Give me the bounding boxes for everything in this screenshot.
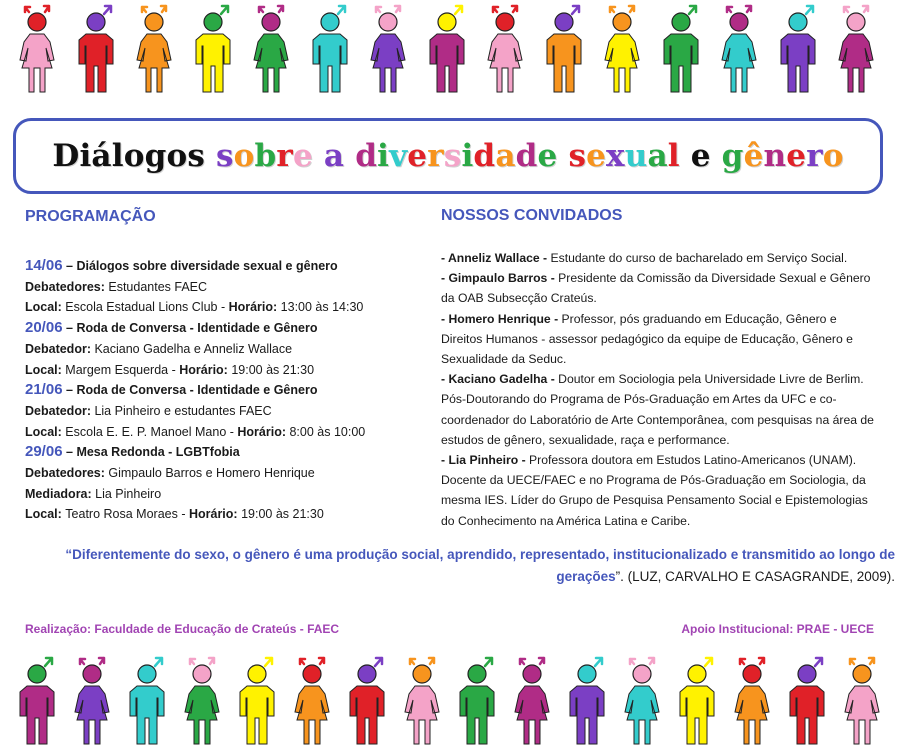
guest-description: Doutor em Sociologia pela Universidade Livre de Berlim. Pós-Doutorando do Programa de Pós-Graduação em Artes da UFC e co-coordenador do Laboratório de Arte Contemporânea, com pesquisas na área de estudos de gênero, sexualidade, raça e performance. <box>441 372 874 447</box>
title-segment: v <box>389 138 408 174</box>
program-line <box>25 442 420 463</box>
title-segment <box>344 138 355 174</box>
bottom-figures-border <box>0 652 902 752</box>
title-segment: e <box>679 138 722 174</box>
guest-name: - Lia Pinheiro - <box>441 453 526 468</box>
title-segment: e <box>292 138 313 174</box>
program-text: Horário: <box>188 507 242 522</box>
title-segment <box>313 138 324 174</box>
program-line <box>25 463 420 484</box>
program-line <box>25 256 420 277</box>
title-segment: n <box>763 138 787 174</box>
person-figure-icon <box>122 654 172 749</box>
program-text: Mediadora: <box>25 486 96 501</box>
person-figure-icon <box>305 2 355 97</box>
person-figure-icon <box>727 654 777 749</box>
title-segment: s <box>215 138 234 174</box>
title-banner <box>13 118 883 194</box>
guest-description: Professora doutora em Estudos Latino-Americanos (UNAM). Docente da UECE/FAEC e no Programa de Pós-Graduação em Sociologia, da mesma IES. Líder do Grupo de Pesquisa Pensamento Social e Epistemologias do Conhecimento na América Latina e Caribe. <box>441 453 868 528</box>
program-text: Estudantes FAEC <box>108 279 208 294</box>
quote-citation: ”. (LUZ, CARVALHO E CASAGRANDE, 2009). <box>615 569 895 584</box>
guest-description: Presidente da Comissão da Diversidade Sexual e Gênero da OAB Subsecção Crateús. <box>441 271 871 306</box>
person-figure-icon <box>782 654 832 749</box>
title-segment: r <box>276 138 293 174</box>
person-figure-icon <box>12 2 62 97</box>
program-line <box>25 318 420 339</box>
program-text: – Mesa Redonda - LGBTfobia <box>62 445 240 460</box>
person-figure-icon <box>422 2 472 97</box>
person-figure-icon <box>342 654 392 749</box>
title-segment: d <box>355 138 378 174</box>
program-line <box>25 504 420 525</box>
program-line <box>25 297 420 318</box>
program-text: – Roda de Conversa - Identidade e Gênero <box>62 383 318 398</box>
guest-entry <box>441 248 881 268</box>
title-segment: a <box>495 138 516 174</box>
person-figure-icon <box>452 654 502 749</box>
program-line <box>25 339 420 360</box>
program-text: Gimpaulo Barros e Homero Henrique <box>108 466 315 481</box>
program-text: – Roda de Conversa - Identidade e Gênero <box>62 321 318 336</box>
title-segment: r <box>427 138 444 174</box>
title-segment: x <box>606 138 625 174</box>
person-figure-icon <box>617 654 667 749</box>
quote-text: “Diferentemente do sexo, o gênero é uma produção social, aprendido, representado, institucionalizado e transmitido ao longo de gerações <box>65 547 895 584</box>
program-text: Local: <box>25 507 66 522</box>
program-text: Debatedores: <box>25 466 109 481</box>
person-figure-icon <box>71 2 121 97</box>
title-segment <box>557 138 568 174</box>
guest-name: - Homero Henrique - <box>441 311 559 326</box>
program-text: Escola E. E. P. Manoel Mano - <box>65 424 238 439</box>
person-figure-icon <box>67 654 117 749</box>
person-figure-icon <box>831 2 881 97</box>
program-text: 19:00 às 21:30 <box>231 362 315 377</box>
program-date: 20/06 <box>25 319 63 337</box>
guest-name: - Kaciano Gadelha - <box>441 372 555 387</box>
program-line <box>25 401 420 422</box>
program-text: 19:00 às 21:30 <box>241 507 324 522</box>
title-segment: d <box>515 138 538 174</box>
guest-entry <box>441 369 881 450</box>
title-segment: i <box>461 138 474 174</box>
program-text: Debatedores: <box>25 279 109 294</box>
guest-description: Estudante do curso de bacharelado em Serviço Social. <box>547 251 848 265</box>
title-segment: Diálogos <box>52 138 216 174</box>
title-segment: d <box>473 138 496 174</box>
page-title <box>52 138 843 174</box>
program-text: Local: <box>25 424 66 439</box>
person-figure-icon <box>129 2 179 97</box>
person-figure-icon <box>539 2 589 97</box>
program-line <box>25 277 420 298</box>
programacao-heading: PROGRAMAÇÃO <box>25 208 156 225</box>
person-figure-icon <box>287 654 337 749</box>
title-segment: u <box>624 138 648 174</box>
program-date: 14/06 <box>25 257 63 274</box>
footer-realizacao: Realização: Faculdade de Educação de Crateús - FAEC <box>25 622 340 636</box>
title-segment: o <box>233 138 255 174</box>
person-figure-icon <box>562 654 612 749</box>
program-text: Horário: <box>228 300 281 315</box>
program-text: Escola Estadual Lions Club - <box>65 300 229 315</box>
person-figure-icon <box>177 654 227 749</box>
program-line <box>25 380 420 401</box>
title-segment: i <box>377 138 390 174</box>
person-figure-icon <box>714 2 764 97</box>
title-segment: s <box>568 138 587 174</box>
title-segment: o <box>822 138 844 174</box>
person-figure-icon <box>12 654 62 749</box>
person-figure-icon <box>363 2 413 97</box>
person-figure-icon <box>480 2 530 97</box>
guest-name: - Gimpaulo Barros - <box>441 271 555 286</box>
program-line <box>25 360 420 381</box>
program-text: 13:00 às 14:30 <box>280 300 364 315</box>
title-segment: l <box>667 138 680 174</box>
person-figure-icon <box>507 654 557 749</box>
convidados-list <box>441 248 881 531</box>
convidados-heading: NOSSOS CONVIDADOS <box>441 207 623 224</box>
person-figure-icon <box>246 2 296 97</box>
program-line <box>25 484 420 505</box>
quote-block <box>60 544 895 588</box>
program-date: 29/06 <box>25 443 63 461</box>
title-segment: a <box>647 138 668 174</box>
title-segment: ê <box>743 138 764 174</box>
programacao-list <box>25 256 420 525</box>
title-segment: e <box>586 138 607 174</box>
top-figures-border <box>0 0 902 100</box>
program-text: Horário: <box>237 424 290 439</box>
program-text: Margem Esquerda - <box>65 362 180 377</box>
title-segment: e <box>407 138 428 174</box>
person-figure-icon <box>232 654 282 749</box>
guest-entry <box>441 309 881 370</box>
person-figure-icon <box>597 2 647 97</box>
program-text: Kaciano Gadelha e Anneliz Wallace <box>94 341 293 356</box>
program-text: – Diálogos sobre diversidade sexual e gênero <box>62 259 338 273</box>
program-text: Local: <box>25 362 66 377</box>
title-segment: a <box>323 138 345 174</box>
title-segment: e <box>786 138 807 174</box>
person-figure-icon <box>656 2 706 97</box>
program-text: Local: <box>25 300 66 315</box>
person-figure-icon <box>773 2 823 97</box>
program-text: Debatedor: <box>25 341 95 356</box>
title-segment: s <box>443 138 462 174</box>
person-figure-icon <box>188 2 238 97</box>
footer-apoio: Apoio Institucional: PRAE - UECE <box>681 622 874 636</box>
person-figure-icon <box>397 654 447 749</box>
program-text: Teatro Rosa Moraes - <box>65 507 189 522</box>
program-text: Debatedor: <box>25 403 95 418</box>
title-segment: b <box>254 138 277 174</box>
program-text: 8:00 às 10:00 <box>289 424 366 439</box>
program-date: 21/06 <box>25 381 63 399</box>
guest-entry <box>441 450 881 531</box>
guest-description: Professor, pós graduando em Educação, Gênero e Direitos Humanos - assessor pedagógico da equipe de Educação, Gênero e Sexualidade da Seduc. <box>441 311 853 367</box>
title-segment: e <box>537 138 558 174</box>
guest-name: - Anneliz Wallace - <box>441 251 548 265</box>
program-text: Lia Pinheiro e estudantes FAEC <box>94 403 272 418</box>
person-figure-icon <box>672 654 722 749</box>
program-text: Lia Pinheiro <box>95 486 162 501</box>
person-figure-icon <box>837 654 887 749</box>
program-text: Horário: <box>179 362 232 377</box>
guest-entry <box>441 268 881 308</box>
title-segment: r <box>806 138 823 174</box>
title-segment: g <box>721 138 744 174</box>
program-line <box>25 422 420 443</box>
